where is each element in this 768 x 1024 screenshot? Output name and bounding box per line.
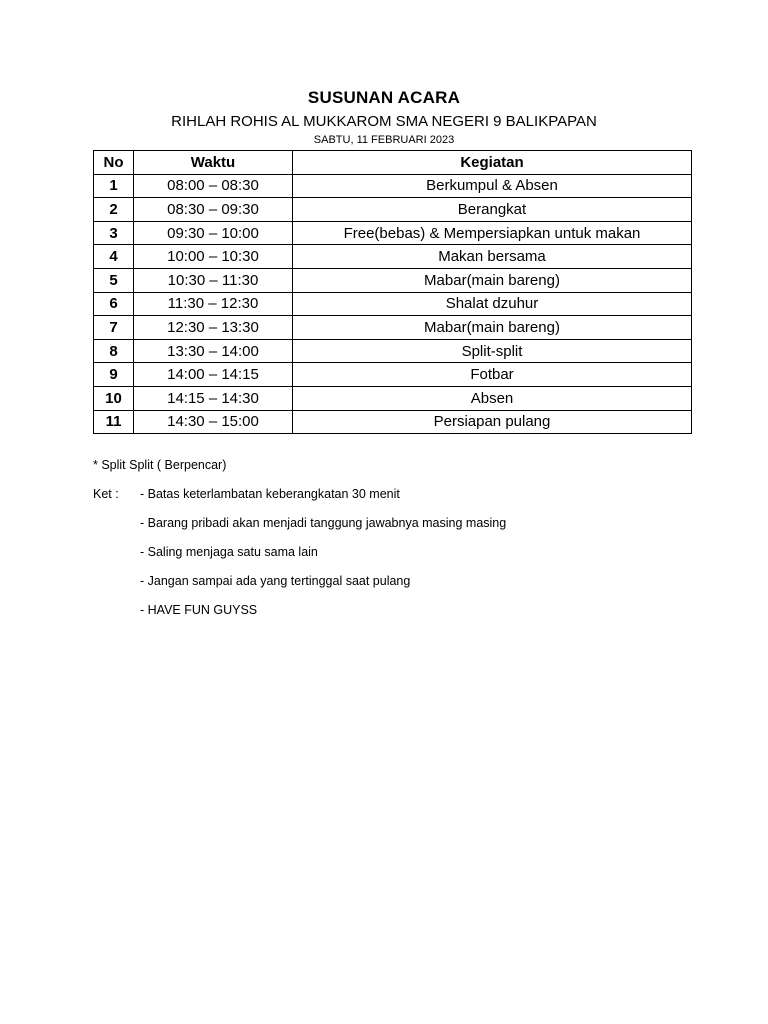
cell-kegiatan: Fotbar — [293, 363, 692, 387]
table-row — [94, 174, 692, 198]
cell-kegiatan: Absen — [293, 386, 692, 410]
table-row — [94, 198, 692, 222]
cell-kegiatan: Split-split — [293, 339, 692, 363]
header-kegiatan: Kegiatan — [293, 151, 692, 175]
cell-kegiatan: Shalat dzuhur — [293, 292, 692, 316]
ket-item: - Jangan sampai ada yang tertinggal saat pulang — [140, 574, 411, 588]
cell-no: 9 — [94, 363, 134, 387]
cell-waktu: 08:30 – 09:30 — [134, 198, 293, 222]
cell-kegiatan: Mabar(main bareng) — [293, 268, 692, 292]
footnote: * Split Split ( Berpencar) — [93, 458, 227, 472]
cell-no: 11 — [94, 410, 134, 434]
header-no: No — [94, 151, 134, 175]
document-subtitle: RIHLAH ROHIS AL MUKKAROM SMA NEGERI 9 BALIKPAPAN — [171, 113, 597, 130]
cell-waktu: 08:00 – 08:30 — [134, 174, 293, 198]
table-row — [94, 363, 692, 387]
cell-kegiatan: Free(bebas) & Mempersiapkan untuk makan — [293, 221, 692, 245]
cell-kegiatan: Berangkat — [293, 198, 692, 222]
cell-no: 1 — [94, 174, 134, 198]
table-row — [94, 339, 692, 363]
cell-no: 4 — [94, 245, 134, 269]
schedule-table — [93, 150, 692, 434]
cell-kegiatan: Makan bersama — [293, 245, 692, 269]
cell-kegiatan: Mabar(main bareng) — [293, 316, 692, 340]
cell-waktu: 11:30 – 12:30 — [134, 292, 293, 316]
ket-item: - Saling menjaga satu sama lain — [140, 545, 318, 559]
ket-list — [140, 487, 506, 632]
table-row — [94, 292, 692, 316]
schedule-body — [94, 174, 692, 434]
cell-waktu: 12:30 – 13:30 — [134, 316, 293, 340]
cell-waktu: 09:30 – 10:00 — [134, 221, 293, 245]
cell-no: 5 — [94, 268, 134, 292]
ket-item: - Batas keterlambatan keberangkatan 30 menit — [140, 487, 400, 501]
table-row — [94, 245, 692, 269]
table-row — [94, 316, 692, 340]
cell-kegiatan: Berkumpul & Absen — [293, 174, 692, 198]
cell-waktu: 14:15 – 14:30 — [134, 386, 293, 410]
cell-waktu: 10:30 – 11:30 — [134, 268, 293, 292]
cell-no: 2 — [94, 198, 134, 222]
table-row — [94, 221, 692, 245]
document-title: SUSUNAN ACARA — [307, 88, 461, 107]
table-row — [94, 386, 692, 410]
cell-waktu: 14:00 – 14:15 — [134, 363, 293, 387]
cell-waktu: 14:30 – 15:00 — [134, 410, 293, 434]
cell-no: 7 — [94, 316, 134, 340]
cell-no: 10 — [94, 386, 134, 410]
table-row — [94, 268, 692, 292]
cell-waktu: 10:00 – 10:30 — [134, 245, 293, 269]
cell-no: 3 — [94, 221, 134, 245]
ket-item: - HAVE FUN GUYSS — [140, 603, 258, 617]
event-date: SABTU, 11 FEBRUARI 2023 — [313, 134, 455, 146]
cell-no: 6 — [94, 292, 134, 316]
table-header-row — [94, 151, 692, 175]
cell-kegiatan: Persiapan pulang — [293, 410, 692, 434]
cell-waktu: 13:30 – 14:00 — [134, 339, 293, 363]
table-row — [94, 410, 692, 434]
ket-label: Ket : — [93, 487, 119, 501]
header-waktu: Waktu — [134, 151, 293, 175]
cell-no: 8 — [94, 339, 134, 363]
ket-item: - Barang pribadi akan menjadi tanggung jawabnya masing masing — [140, 516, 507, 530]
